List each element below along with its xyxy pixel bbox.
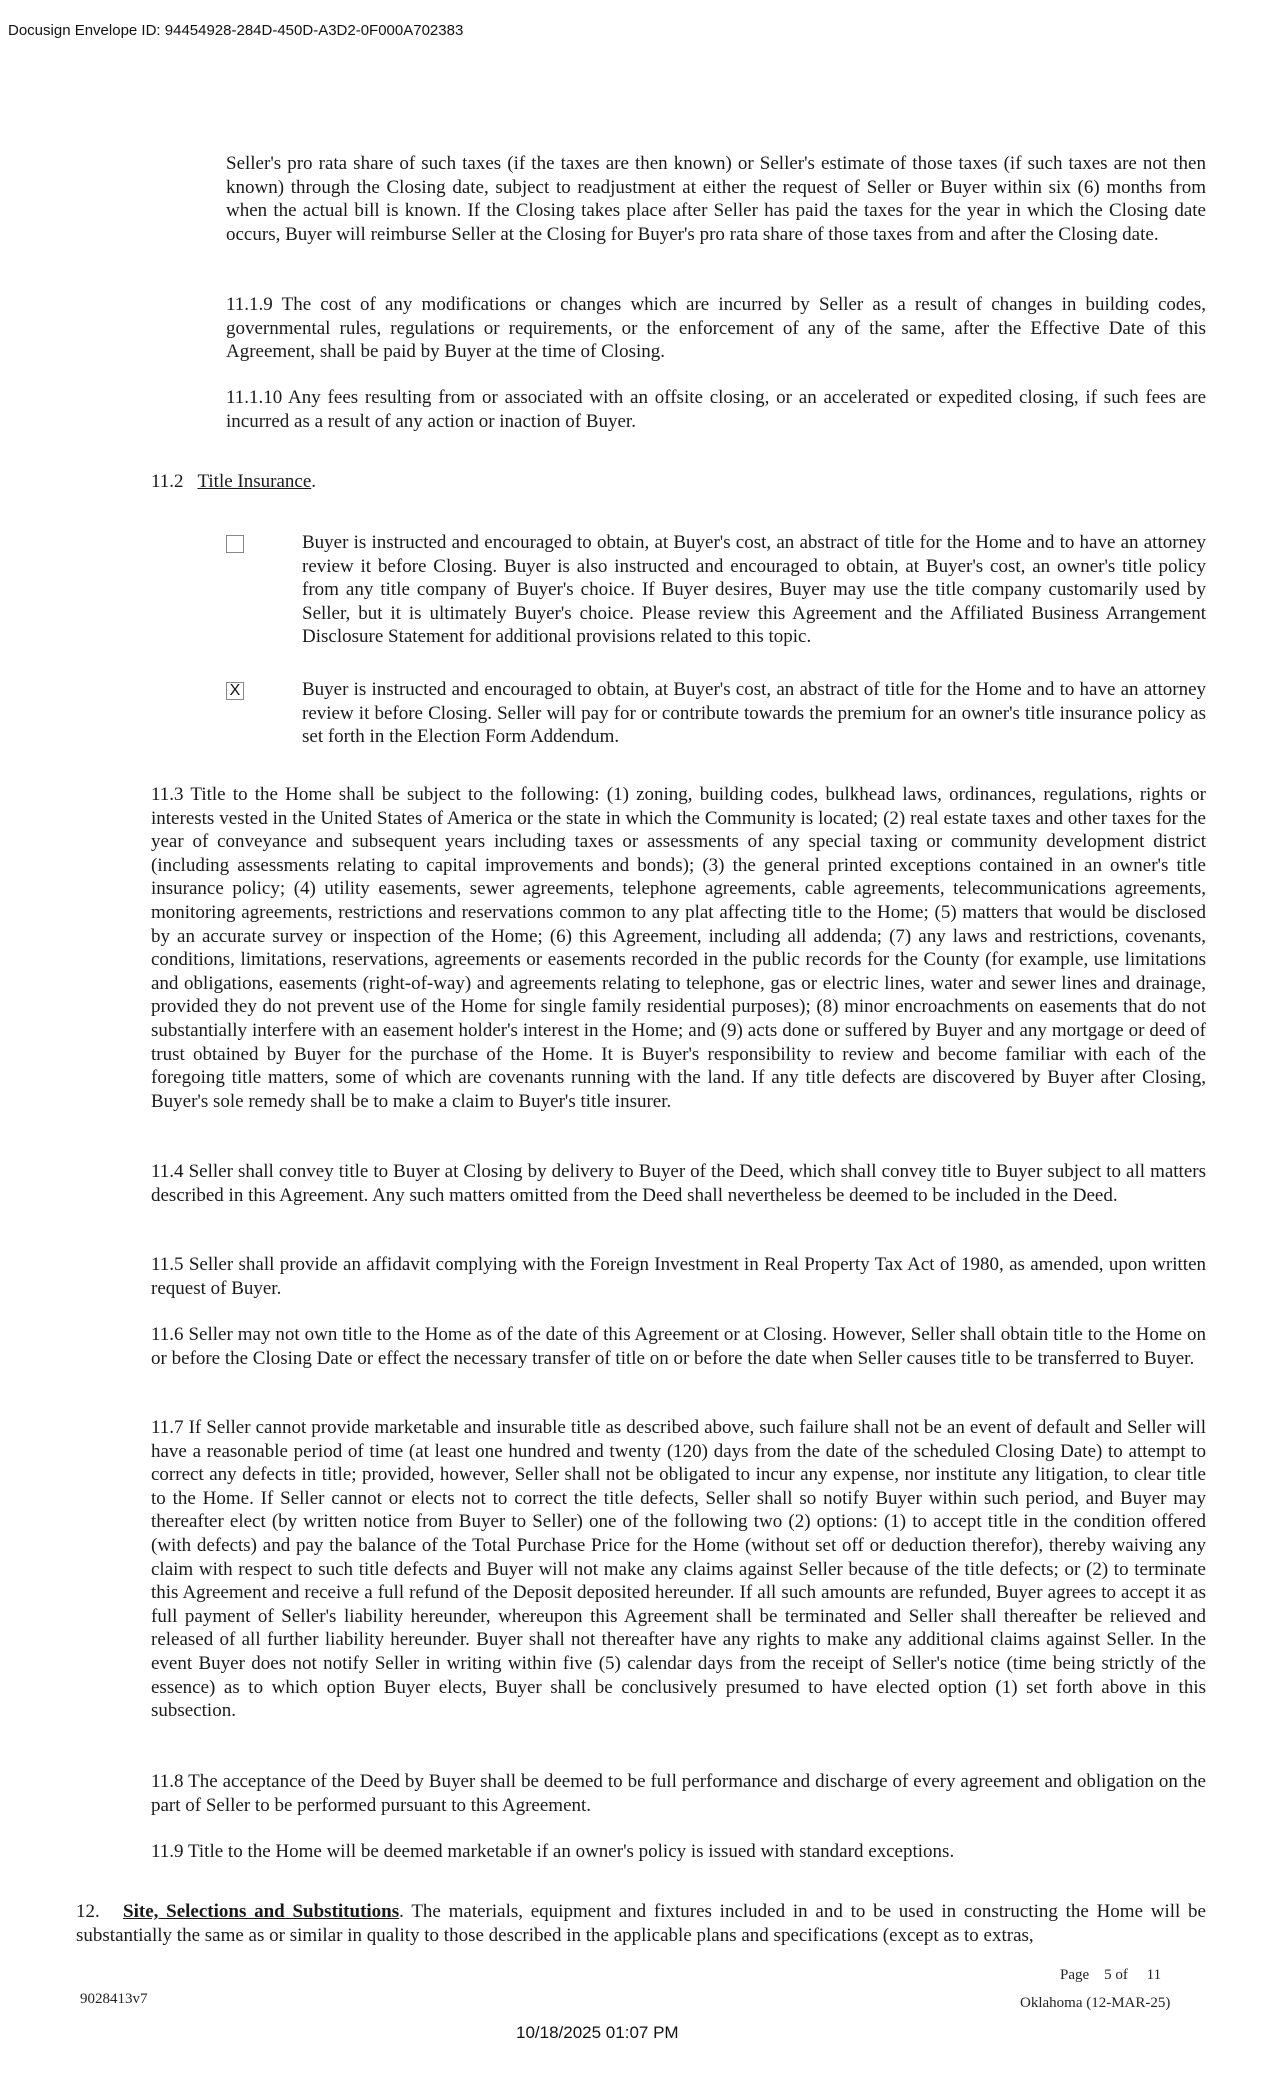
title-option-abstract-owner-policy — [226, 531, 1206, 649]
paragraph-11-7: 11.7 If Seller cannot provide marketable and insurable title as described above, such failure shall not be an event of default and Seller will have a reasonable period of time (at least one hundred and twenty (120) days from the date of the scheduled Closing Date) to attempt to correct any defects in title; provided, however, Seller shall not be obligated to incur any expense, nor institute any litigation, to clear title to the Home. If Seller cannot or elects not to correct the title defects, Seller shall so notify Buyer within such period, and Buyer may thereafter elect (by written notice from Buyer to Seller) one of the following two (2) options: (1) to accept title in the condition offered (with defects) and pay the balance of the Total Purchase Price for the Home (without set off or deduction therefor), thereby waiving any claim with respect to such title defects and Buyer will not make any claims against Seller because of the title defects; or (2) to terminate this Agreement and receive a full refund of the Deposit deposited hereunder. If all such amounts are refunded, Buyer agrees to accept it as full payment of Seller's liability hereunder, whereupon this Agreement shall be terminated and Seller shall thereafter be relieved and released of all further liability hereunder. Buyer shall not thereafter have any rights to make any additional claims against Seller. In the event Buyer does not notify Seller in writing within five (5) calendar days from the receipt of Seller's notice (time being strictly of the essence) as to which option Buyer elects, Buyer shall be conclusively presumed to have elected option (1) set forth above in this subsection. — [151, 1417, 1206, 1722]
page-total: 11 — [1146, 1967, 1162, 1983]
paragraph-11-9: 11.9 Title to the Home will be deemed marketable if an owner's policy is issued with standard exceptions. — [151, 1841, 955, 1862]
document-code: 9028413v7 — [80, 1991, 148, 2007]
section-title: Title Insurance — [197, 471, 312, 492]
page-number: 5 — [1104, 1967, 1112, 1983]
title-option-seller-premium — [226, 678, 1206, 750]
title-option-checkbox-checked[interactable]: X — [226, 682, 244, 700]
page-of-label: of — [1115, 1967, 1128, 1983]
section-title: Site, Selections and Substitutions — [123, 1901, 400, 1922]
paragraph-tax-proration: Seller's pro rata share of such taxes (if the taxes are then known) or Seller's estimate of those taxes (if such taxes are not then known) through the Closing date, subject to readjustment at either the request of Seller or Buyer within six (6) months from when the actual bill is known. If the Closing takes place after Seller has paid the taxes for the year in which the Closing date occurs, Buyer will reimburse Seller at the Closing for Buyer's pro rata share of those taxes from and after the Closing date. — [226, 153, 1206, 245]
title-option-text: Buyer is instructed and encouraged to obtain, at Buyer's cost, an abstract of title for the Home and to have an attorney review it before Closing. Buyer is also instructed and encouraged to obtain, at Buyer's cost, an owner's title policy from any title company of Buyer's choice. If Buyer desires, Buyer may use the title company customarily used by Seller, but it is ultimately Buyer's choice. Please review this Agreement and the Affiliated Business Arrangement Disclosure Statement for additional provisions related to this topic. — [302, 532, 1206, 648]
title-option-text: Buyer is instructed and encouraged to obtain, at Buyer's cost, an abstract of title for the Home and to have an attorney review it before Closing. Seller will pay for or contribute towards the premium for an owner's title insurance policy as set forth in the Election Form Addendum. — [302, 679, 1206, 748]
paragraph-11-8: 11.8 The acceptance of the Deed by Buyer shall be deemed to be full performance and discharge of every agreement and obligation on the part of Seller to be performed pursuant to this Agreement. — [151, 1771, 1206, 1816]
paragraph-11-6: 11.6 Seller may not own title to the Home as of the date of this Agreement or at Closing. However, Seller shall obtain title to the Home on or before the Closing Date or effect the necessary transfer of title on or before the date when Seller causes title to be transferred to Buyer. — [151, 1324, 1206, 1369]
paragraph-11-4: 11.4 Seller shall convey title to Buyer at Closing by delivery to Buyer of the Deed, which shall convey title to Buyer subject to all matters described in this Agreement. Any such matters omitted from the Deed shall nevertheless be deemed to be included in the Deed. — [151, 1161, 1206, 1206]
section-text: . The materials, equipment and fixtures included in and to be used in constructing the Home will be substantially the same as or similar in quality to those described in the applicable plans and specifications (except as to extras, — [76, 1901, 1206, 1946]
timestamp: 10/18/2025 01:07 PM — [516, 2023, 679, 2042]
page-indicator — [1060, 1967, 1161, 1984]
page-label: Page — [1060, 1967, 1090, 1983]
paragraph-11-3: 11.3 Title to the Home shall be subject to the following: (1) zoning, building codes, bulkhead laws, ordinances, regulations, rights or interests vested in the United States of America or the state in which the Community is located; (2) real estate taxes and other taxes for the year of conveyance and subsequent years including taxes or assessments of any special taxing or community development district (including assessments relating to capital improvements and bonds); (3) the general printed exceptions contained in an owner's title insurance policy; (4) utility easements, sewer agreements, telephone agreements, cable agreements, telecommunications agreements, monitoring agreements, restrictions and reservations common to any plat affecting title to the Home; (5) matters that would be disclosed by an accurate survey or inspection of the Home; (6) this Agreement, including all addenda; (7) any laws and restrictions, covenants, conditions, limitations, reservations, agreements or easements recorded in the public records for the County (for example, use limitations and obligations, easements (right-of-way) and agreements relating to telephone, gas or electric lines, water and sewer lines and drainage, provided they do not prevent use of the Home for single family residential purposes); (8) minor encroachments on easements that do not substantially interfere with an easement holder's interest in the Home; and (9) acts done or suffered by Buyer and any mortgage or deed of trust obtained by Buyer for the purchase of the Home. It is Buyer's responsibility to review and become familiar with each of the foregoing title matters, some of which are covenants running with the land. If any title defects are discovered by Buyer after Closing, Buyer's sole remedy shall be to make a claim to Buyer's title insurer. — [151, 784, 1206, 1112]
section-12 — [76, 1900, 1206, 1947]
form-label: Oklahoma (12-MAR-25) — [1020, 1995, 1171, 2011]
paragraph-11-5: 11.5 Seller shall provide an affidavit complying with the Foreign Investment in Real Property Tax Act of 1980, as amended, upon written request of Buyer. — [151, 1254, 1206, 1299]
paragraph-11-1-10: 11.1.10 Any fees resulting from or associated with an offsite closing, or an accelerated or expedited closing, if such fees are incurred as a result of any action or inaction of Buyer. — [226, 387, 1206, 432]
paragraph-11-1-9: 11.1.9 The cost of any modifications or changes which are incurred by Seller as a result of changes in building codes, governmental rules, regulations or requirements, or the enforcement of any of the same, after the Effective Date of this Agreement, shall be paid by Buyer at the time of Closing. — [226, 294, 1206, 363]
section-title-period: . — [311, 471, 317, 492]
section-number: 12. — [76, 1901, 100, 1922]
title-option-checkbox[interactable] — [226, 535, 244, 553]
section-heading-11-2 — [151, 470, 1206, 494]
section-number: 11.2 — [151, 471, 184, 492]
envelope-id: Docusign Envelope ID: 94454928-284D-450D-A3D2-0F000A702383 — [8, 22, 464, 39]
